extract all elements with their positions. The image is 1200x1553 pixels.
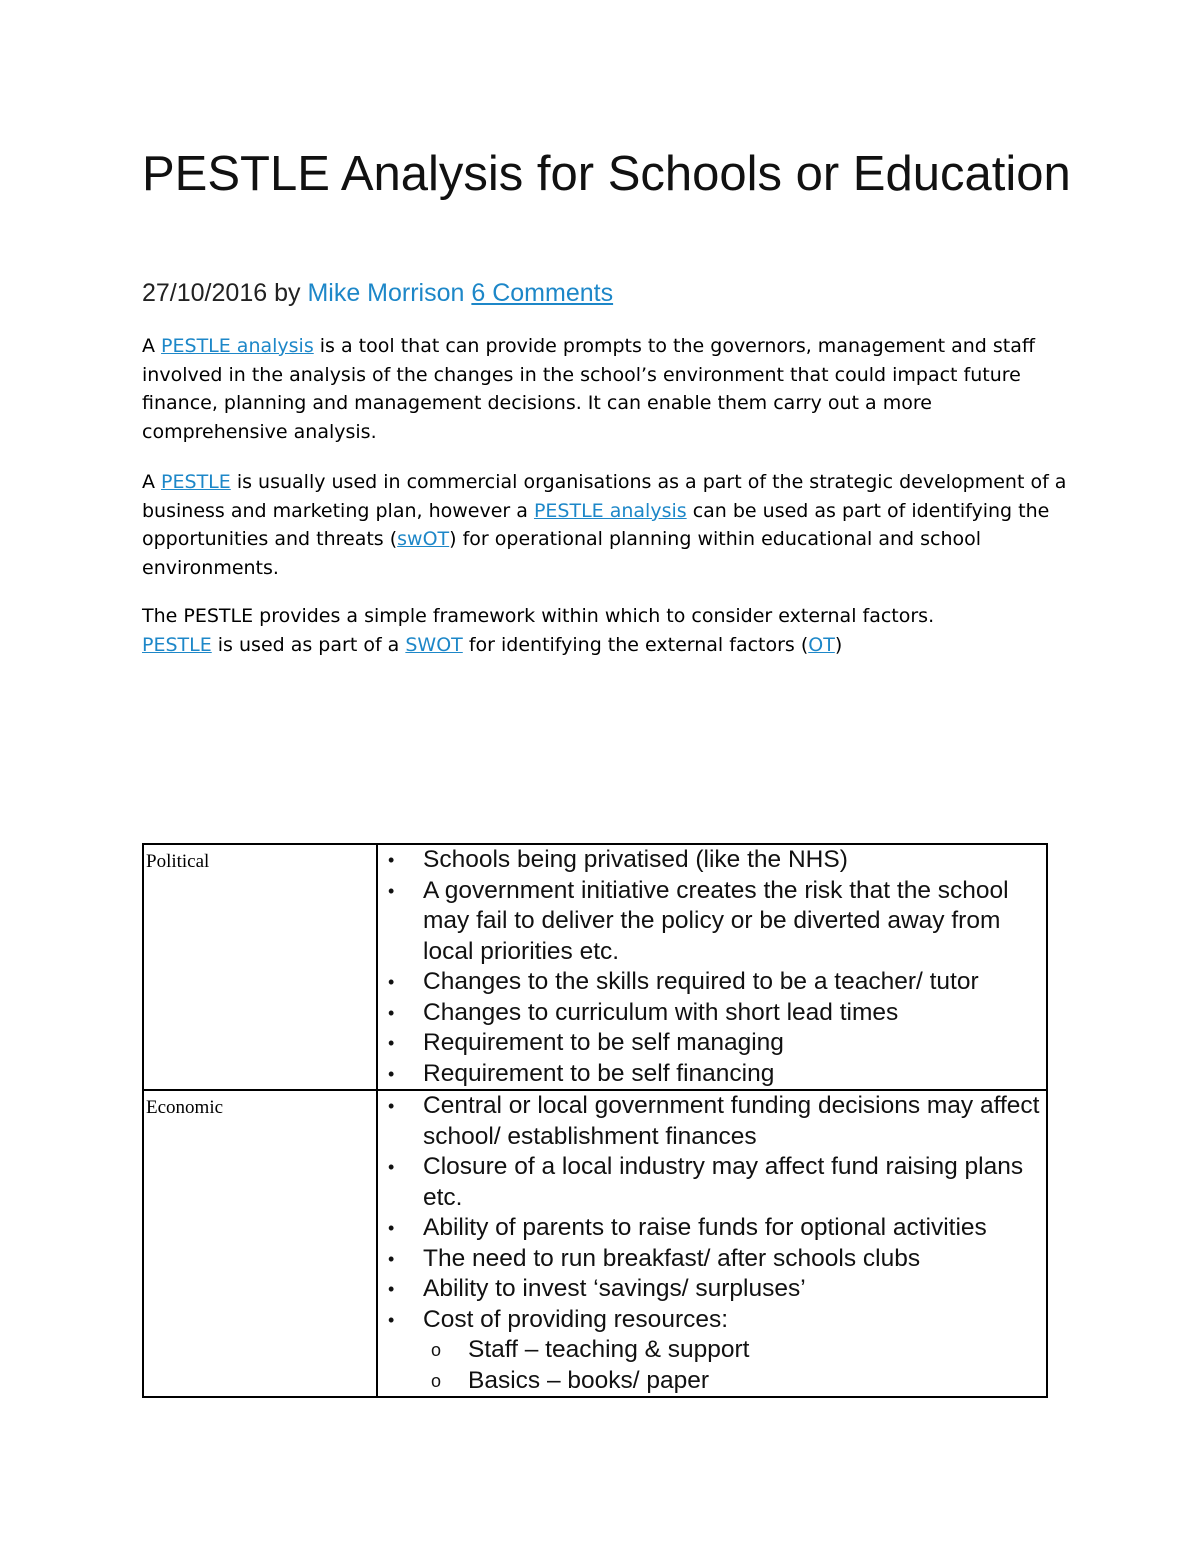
list-item — [378, 1059, 1046, 1090]
list-item — [378, 1091, 1046, 1152]
post-meta — [142, 276, 613, 310]
text-span: A — [142, 471, 155, 493]
circle-bullet-icon: o — [431, 1340, 442, 1360]
bullet-icon: • — [388, 972, 395, 992]
list-item-text: The need to run breakfast/ after schools clubs — [423, 1244, 921, 1272]
text-span: ) — [834, 633, 843, 656]
factor-list — [378, 845, 1046, 1089]
list-item — [378, 967, 1046, 998]
text-span: is a tool that can provide prompts to the governors, management and staff involved in the analysis of the changes in the school’s environment that could impact future finance, planning and management decisions. It can enable them carry out a more comprehensive analysis. — [142, 335, 1035, 443]
text-span: for identifying the external factors ( — [468, 633, 809, 656]
circle-bullet-icon: o — [431, 1370, 442, 1391]
pestle-table — [142, 843, 1048, 1398]
bullet-icon: • — [388, 1157, 395, 1177]
list-item-text: Cost of providing resources: — [423, 1305, 729, 1333]
swot-link-lower[interactable]: swOT — [397, 528, 450, 551]
text-span: is used as part of a — [217, 633, 400, 656]
text-span: can be used as part of identifying the opportunities and threats ( — [142, 499, 1050, 551]
list-item-text: Staff – teaching & support — [468, 1336, 750, 1363]
list-item-text: Closure of a local industry may affect fund raising plans etc. — [423, 1153, 1024, 1211]
list-item-text: Changes to curriculum with short lead times — [423, 998, 899, 1026]
usage-paragraph — [142, 468, 1072, 582]
sub-list-item — [423, 1335, 1046, 1366]
items-cell — [377, 844, 1047, 1090]
author-link[interactable]: Mike Morrison — [307, 279, 465, 307]
table-row-political — [143, 844, 1047, 1090]
bullet-icon: • — [388, 1033, 395, 1053]
list-item-text: Changes to the skills required to be a teacher/ tutor — [423, 968, 979, 995]
bullet-icon: • — [388, 880, 395, 901]
sub-list-item — [423, 1366, 1046, 1397]
bullet-icon: • — [388, 1002, 395, 1023]
list-item — [378, 1305, 1046, 1397]
factor-list — [378, 1091, 1046, 1396]
swot-link[interactable]: SWOT — [405, 633, 463, 656]
list-item — [378, 1152, 1046, 1213]
text-span: A — [142, 335, 155, 357]
factor-cell: Economic — [143, 1090, 377, 1397]
list-item-text: Schools being privatised (like the NHS) — [423, 846, 848, 873]
sub-list — [423, 1335, 1046, 1396]
intro-paragraph — [142, 332, 1072, 446]
pestle-analysis-link[interactable]: PESTLE analysis — [161, 335, 314, 357]
pestle-link-2[interactable]: PESTLE — [142, 633, 212, 656]
bullet-icon: • — [388, 1279, 395, 1299]
list-item — [378, 1274, 1046, 1305]
ot-link[interactable]: OT — [808, 633, 835, 656]
list-item-text: Ability of parents to raise funds for optional activities — [423, 1214, 987, 1241]
framework-paragraph — [142, 602, 1072, 659]
comments-link[interactable]: 6 Comments — [471, 279, 614, 307]
bullet-icon: • — [388, 1096, 395, 1116]
list-item — [378, 845, 1046, 876]
list-item-text: Requirement to be self financing — [423, 1059, 775, 1087]
bullet-icon: • — [388, 1063, 395, 1084]
list-item — [378, 1028, 1046, 1059]
text-span: The PESTLE provides a simple framework within which to consider external factors. — [142, 605, 935, 627]
factor-cell: Political — [143, 844, 377, 1090]
page-title: PESTLE Analysis for Schools or Education — [142, 147, 1071, 201]
items-cell — [377, 1090, 1047, 1397]
list-item — [378, 876, 1046, 968]
list-item-text: A government initiative creates the risk that the school may fail to deliver the policy or be diverted away from local priorities etc. — [423, 876, 1009, 965]
bullet-icon: • — [388, 1309, 395, 1330]
table-row-economic — [143, 1090, 1047, 1397]
text-span: is usually used in commercial organisations as a part of the strategic development of a business and marketing plan, however a — [142, 471, 1067, 522]
text-span: ) for operational planning within educational and school environments. — [142, 528, 982, 579]
list-item — [378, 1213, 1046, 1244]
list-item-text: Ability to invest ‘savings/ surpluses’ — [423, 1275, 806, 1302]
bullet-icon: • — [388, 850, 395, 870]
list-item-text: Requirement to be self managing — [423, 1029, 784, 1056]
pestle-analysis-link-2[interactable]: PESTLE analysis — [533, 499, 687, 522]
list-item-text: Basics – books/ paper — [468, 1366, 710, 1394]
pestle-link[interactable]: PESTLE — [161, 471, 231, 493]
list-item-text: Central or local government funding decisions may affect school/ establishment finances — [423, 1092, 1040, 1150]
by-label: by — [274, 279, 301, 307]
bullet-icon: • — [388, 1248, 395, 1269]
list-item — [378, 998, 1046, 1029]
list-item — [378, 1244, 1046, 1275]
bullet-icon: • — [388, 1218, 395, 1238]
post-date: 27/10/2016 — [142, 279, 268, 307]
